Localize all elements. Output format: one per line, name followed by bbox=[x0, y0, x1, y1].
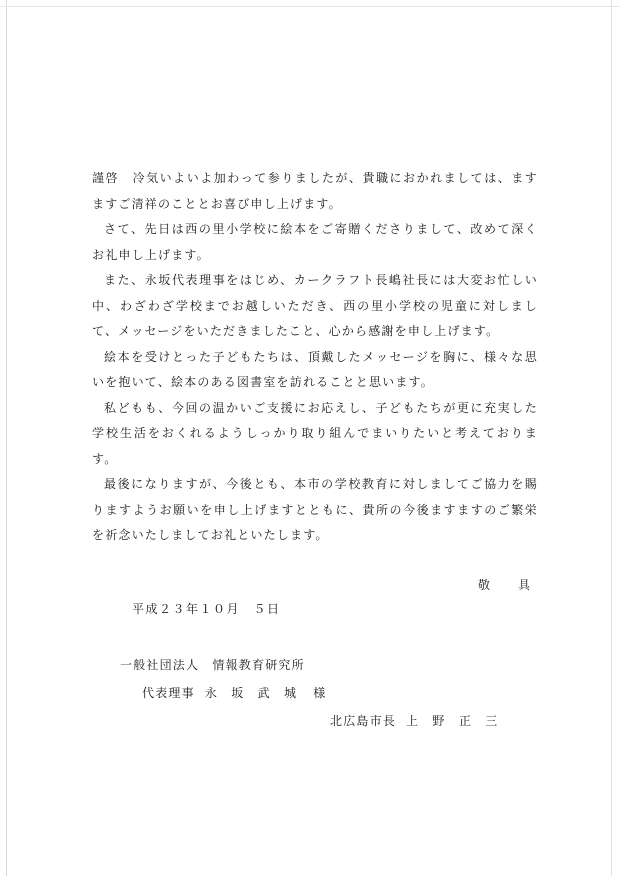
closing-keigu: 敬 具 bbox=[478, 578, 539, 592]
paragraph-thanks-visit: また、永坂代表理事をはじめ、カークラフト長嶋社長には大変お忙しい中、わざわざ学校までお越しいただき、西の里小学校の児童に対しまして、メッセージをいただきましたこと、心から感謝を申し上げます。 bbox=[92, 273, 538, 338]
paragraph-thanks-donation: さて、先日は西の里小学校に絵本をご寄贈くださりまして、改めて深くお礼申し上げます。 bbox=[92, 222, 538, 262]
addressee-name: 永 坂 武 城 bbox=[204, 686, 298, 700]
paragraph-closing-remarks: 最後になりますが、今後とも、本市の学校教育に対しましてご協力を賜りますようお願いを申し上げますとともに、貴所の今後ますますのご繁栄を祈念いたしましてお礼といたします。 bbox=[92, 477, 538, 542]
addressee-honorific: 様 bbox=[313, 686, 327, 700]
addressee-organization: 一般社団法人 情報教育研究所 bbox=[120, 658, 305, 672]
sender-name: 上 野 正 三 bbox=[406, 714, 499, 728]
scan-edge-left bbox=[6, 0, 7, 876]
paragraph-children: 絵本を受けとった子どもたちは、頂戴したメッセージを胸に、様々な思いを抱いて、絵本のある図書室を訪れることと思います。 bbox=[92, 349, 538, 389]
paragraph-commitment: 私どもも、今回の温かいご支援にお応えし、子どもたちが更に充実した学校生活をおくれるようしっかり取り組んでまいりたいと考えております。 bbox=[92, 400, 538, 466]
sender-title: 北広島市長 bbox=[330, 714, 397, 728]
paragraph-greeting: 謹啓 冷気いよいよ加わって参りましたが、貴職におかれましては、ますますご清祥のこととお喜び申し上げます。 bbox=[92, 171, 538, 211]
addressee-line bbox=[142, 684, 326, 701]
scan-edge-top bbox=[0, 6, 620, 7]
sender-line bbox=[330, 712, 498, 729]
scan-edge-right bbox=[611, 0, 612, 876]
addressee-title: 代表理事 bbox=[142, 686, 195, 700]
letter-date: 平成２３年１０月 ５日 bbox=[132, 602, 281, 616]
letter-body bbox=[92, 166, 538, 549]
